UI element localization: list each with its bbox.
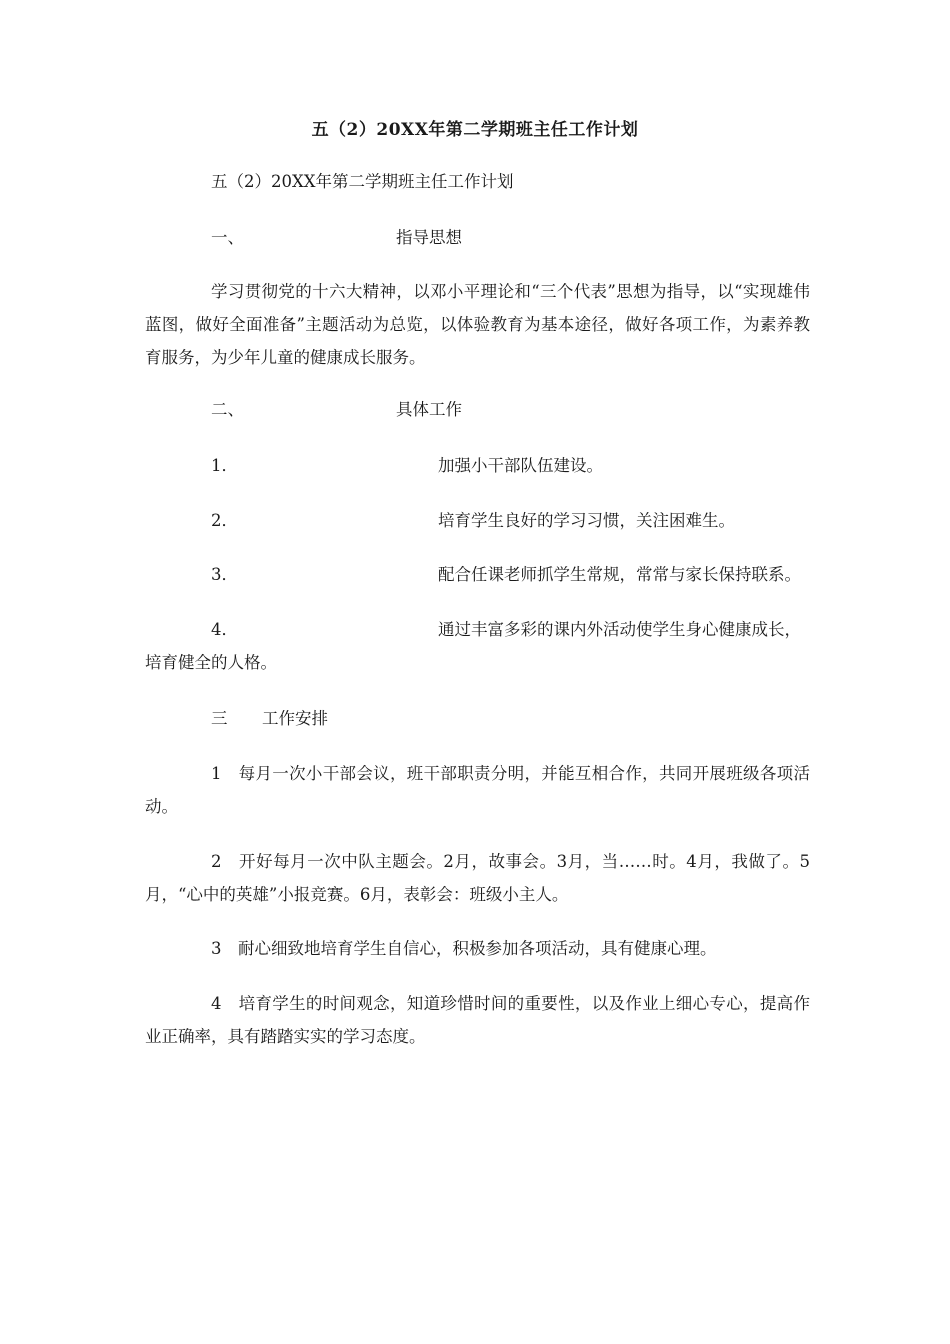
section-1-number: 一、 <box>211 228 244 247</box>
arrangement-4: 4 培育学生的时间观念，知道珍惜时间的重要性，以及作业上细心专心，提高作业正确率，具有踏踏实实的学习态度。 <box>145 994 810 1046</box>
document-title: 五（2）20XX年第二学期班主任工作计划 <box>311 120 639 140</box>
work-item-text: 配合任课老师抓学生常规，常常与家长保持联系。 <box>438 565 801 584</box>
arrangement-1: 1 每月一次小干部会议，班干部职责分明，并能互相合作，共同开展班级各项活动。 <box>145 764 810 816</box>
arrangement-3: 3 耐心细致地培育学生自信心，积极参加各项活动，具有健康心理。 <box>211 939 717 958</box>
section-1-title: 指导思想 <box>396 228 462 247</box>
work-item-number: 4． <box>211 620 238 639</box>
work-item-text: 加强小干部队伍建设。 <box>438 456 603 475</box>
work-item-text: 通过丰富多彩的课内外活动使学生身心健康成长， <box>438 620 801 639</box>
work-item-number: 2． <box>211 511 238 530</box>
work-item-text: 培育学生良好的学习习惯，关注困难生。 <box>438 511 735 530</box>
work-item-number: 1． <box>211 456 238 475</box>
section-2-title: 具体工作 <box>396 400 462 419</box>
work-item-number: 3． <box>211 565 238 584</box>
arrangement-2: 2 开好每月一次中队主题会。2月，故事会。3月，当……时。4月，我做了。5月，“心中的英雄”小报竞赛。6月，表彰会：班级小主人。 <box>145 852 810 904</box>
section-3-title: 工作安排 <box>262 709 328 728</box>
section-3-number: 三 <box>211 709 228 728</box>
section-2-number: 二、 <box>211 400 244 419</box>
section-1-paragraph: 学习贯彻党的十六大精神，以邓小平理论和“三个代表”思想为指导，以“实现雄伟蓝图，做好全面准备”主题活动为总览，以体验教育为基本途径，做好各项工作，为素养教育服务，为少年儿童的健康成长服务。 <box>145 282 810 367</box>
work-item-text-continued: 培育健全的人格。 <box>145 653 277 672</box>
document-subtitle: 五（2）20XX年第二学期班主任工作计划 <box>211 172 514 191</box>
